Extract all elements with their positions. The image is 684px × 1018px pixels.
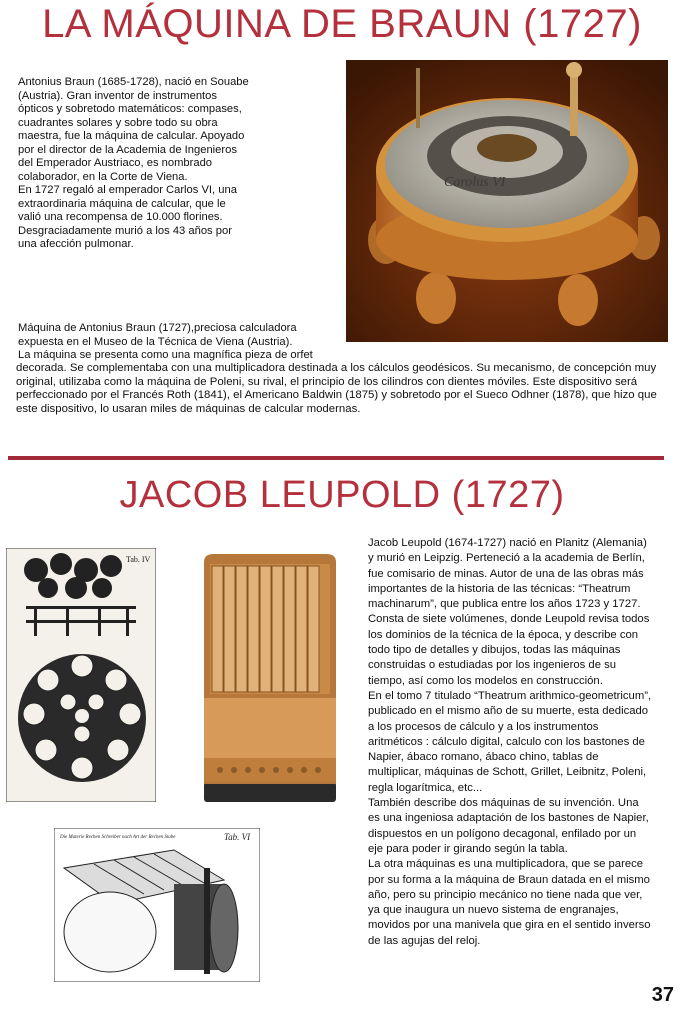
braun-biography: Antonius Braun (1685-1728), nació en Souabe (Austria). Gran inventor de instrumentos ópticos y sobretodo matemáticos: compases, cuadrantes solares y sobre todo su obra maestra, fue la máquina de calcular. Apoyado por el director de la Academia de Ingenieros del Emperador Austriaco, es nombrado colaborador, en la Corte de Viena. En 1727 regaló al emperador Carlos VI, una extraordinaria máquina de calcular, que le valió una recompensa de 10.000 florines. Desgraciadamente murió a los 43 años por una afección pulmonar. — [18, 76, 249, 250]
leupold-engraving-plate-2 — [54, 828, 260, 982]
section-divider — [8, 456, 664, 460]
page-number: 37 — [651, 984, 674, 1006]
plate-2-label: Tab. VI — [224, 832, 251, 842]
section-title-braun: LA MÁQUINA DE BRAUN (1727) — [42, 2, 642, 46]
engraving-text: Carolus VI — [444, 175, 506, 190]
braun-description: decorada. Se complementaba con una multiplicadora destinada a los cálculos geodésicos. Su mecanismo, de concepción muy original, utilizaba como la máquina de Poleni, su rival, el principio de los cilindros con dientes móviles. Este dispositivo será perfeccionado por el Francés Roth (1841), el Americano Baldwin (1875) y sobretodo por el Sueco Odhner (1878), que hizo que este dispositivo, lo usaran miles de máquinas de calcular modernas. — [16, 362, 657, 415]
plate-1-label: Tab. IV — [126, 555, 151, 564]
svg-text:Die Materie Rechen Schreiber n — [59, 835, 176, 840]
section-title-leupold: JACOB LEUPOLD (1727) — [119, 474, 565, 516]
leupold-engraving-plate-1 — [6, 548, 156, 802]
braun-photo-caption: Máquina de Antonius Braun (1727),preciosa calculadora expuesta en el Museo de la Técnica de Viena (Austria). La máquina se presenta como una magnífica pieza de orfet — [18, 322, 313, 361]
plate-2-caption: Die Materie Rechen Schreiber nach Art der Rechen Stabe — [60, 835, 176, 840]
leupold-text: Jacob Leupold (1674-1727) nació en Planitz (Alemania) y murió en Leipzig. Perteneció a la academia de Berlín, fue comisario de minas. Autor de una de las obras más importantes de la historia de las técnicas: “Theatrum machinarum”, que publica entre los años 1723 y 1727. Consta de siete volúmenes, donde Leupold revisa todos los dominios de la técnica de la época, y describe con todo tipo de detalles y dibujos, todas las máquinas construidas o estudiadas por los ingenieros de su tiempo, así como los modelos en construcción. En el tomo 7 titulado “Theatrum arithmico-geometricum”, publicado en el mismo año de su muerte, esta dedicado a los procesos de cálculo y a los instrumentos aritméticos : cálculo digital, calculo con los bastones de Napier, ábaco romano, ábaco chino, tablas de multiplicar, máquinas de Schott, Grillet, Leibnitz, Poleni, regla logarítmica, etc... También describe dos máquinas de su invención. Una es una ingeniosa adaptación de los bastones de Napier, dispuestos en un polígono decagonal, enfilado por un eje para poder ir girando según la tabla. La otra máquinas es una multiplicadora, que se parece por su forma a la máquina de Braun datada en el mismo año, pero su principio mecánico no tiene nada que ver, ya que inaugura un nuevo sistema de engranajes, movidos por una manivela que gira en el sentido inverso de las agujas del reloj. — [368, 537, 652, 947]
braun-machine-photo — [346, 60, 668, 342]
leupold-wooden-machine-photo — [198, 552, 342, 804]
